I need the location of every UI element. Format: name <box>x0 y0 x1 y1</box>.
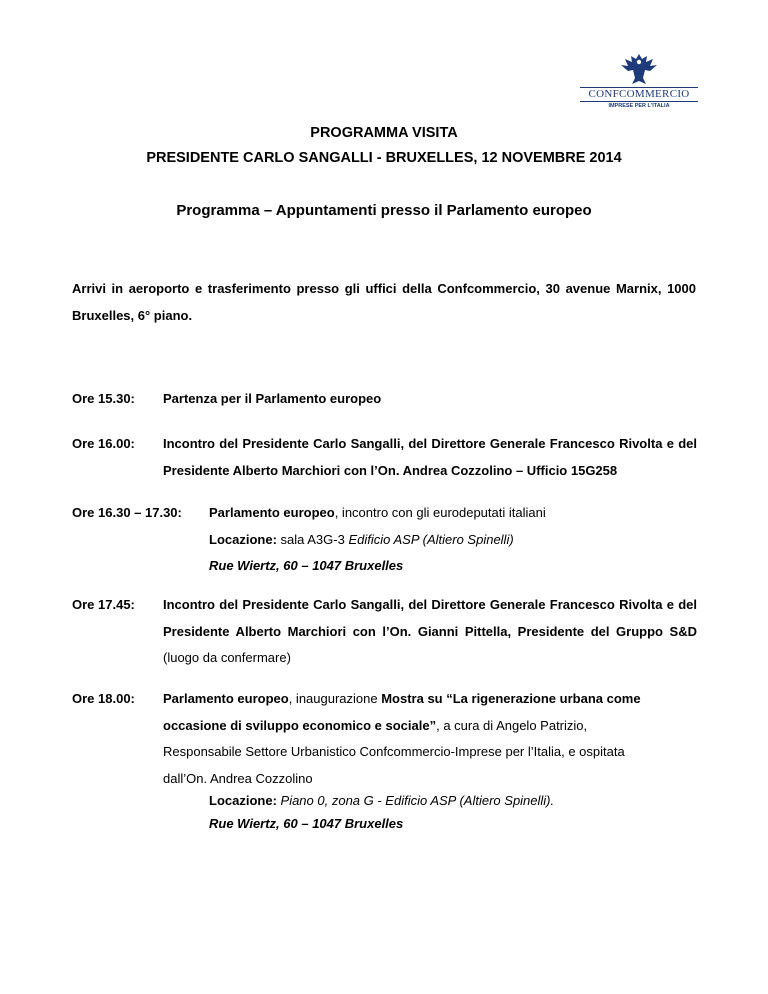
time-label-1630: Ore 16.30 – 17.30: <box>72 505 182 520</box>
entry-1800-address: Rue Wiertz, 60 – 1047 Bruxelles <box>209 816 404 831</box>
page-subtitle: Programma – Appuntamenti presso il Parlamento europeo <box>176 202 592 219</box>
entry-1530: Partenza per il Parlamento europeo <box>163 391 382 406</box>
entry-1745-note: (luogo da confermare) <box>163 650 291 665</box>
entry-1800-loc-label: Locazione: <box>209 793 277 808</box>
entry-1630-line-1 <box>209 500 699 527</box>
eagle-icon <box>619 52 659 86</box>
entry-1800-curator: , a cura di Angelo Patrizio, Responsabile Settore Urbanistico Confcommercio-Imprese per l’Italia, e ospitata dall’On. Andrea Cozzolino <box>163 717 625 786</box>
entry-1630-loc-label: Locazione: <box>209 531 277 547</box>
logo-tagline: IMPRESE PER L'ITALIA <box>608 103 670 109</box>
entry-1800-desc: , inaugurazione <box>288 691 382 706</box>
time-label-1800: Ore 18.00: <box>72 691 135 706</box>
logo-name: CONFCOMMERCIO <box>580 87 698 102</box>
entry-1630-loc-building: Edificio ASP (Altiero Spinelli) <box>348 531 514 547</box>
title-line-1: PROGRAMMA VISITA <box>310 125 458 141</box>
entry-1800-title: Parlamento europeo <box>163 691 289 706</box>
entry-1630-title: Parlamento europeo <box>209 505 335 520</box>
entry-1800-location <box>163 789 663 812</box>
entry-1630-loc-room: sala A3G-3 <box>276 531 349 547</box>
entry-1745 <box>163 592 697 672</box>
confcommercio-logo <box>580 52 698 112</box>
entry-1745-text: Incontro del Presidente Carlo Sangalli, del Direttore Generale Francesco Rivolta e del Presidente Alberto Marchiori con l’On. Gianni Pittella, Presidente del Gruppo S&D <box>163 597 697 639</box>
intro-paragraph: Arrivi in aeroporto e trasferimento presso gli uffici della Confcommercio, 30 avenue Marnix, 1000 Bruxelles, 6° piano. <box>72 281 696 323</box>
entry-1630-location <box>209 527 699 554</box>
entry-1800 <box>163 686 663 835</box>
time-label-1745: Ore 17.45: <box>72 597 135 612</box>
time-label-1530: Ore 15.30: <box>72 391 135 406</box>
entry-1800-body <box>163 686 663 792</box>
entry-1800-exhibit: Mostra su “La rigenerazione urbana come occasione di sviluppo economico e sociale” <box>163 691 641 733</box>
entry-1600: Incontro del Presidente Carlo Sangalli, del Direttore Generale Francesco Rivolta e del Presidente Alberto Marchiori con l’On. Andrea Cozzolino – Ufficio 15G258 <box>163 436 697 478</box>
title-line-2: PRESIDENTE CARLO SANGALLI - BRUXELLES, 12 NOVEMBRE 2014 <box>146 150 622 166</box>
time-label-1600: Ore 16.00: <box>72 436 135 451</box>
entry-1630 <box>209 500 699 580</box>
entry-1800-loc-place: Piano 0, zona G - Edificio ASP (Altiero Spinelli). <box>276 793 555 808</box>
entry-1630-desc: , incontro con gli eurodeputati italiani <box>334 505 546 520</box>
entry-1630-address: Rue Wiertz, 60 – 1047 Bruxelles <box>209 558 404 573</box>
